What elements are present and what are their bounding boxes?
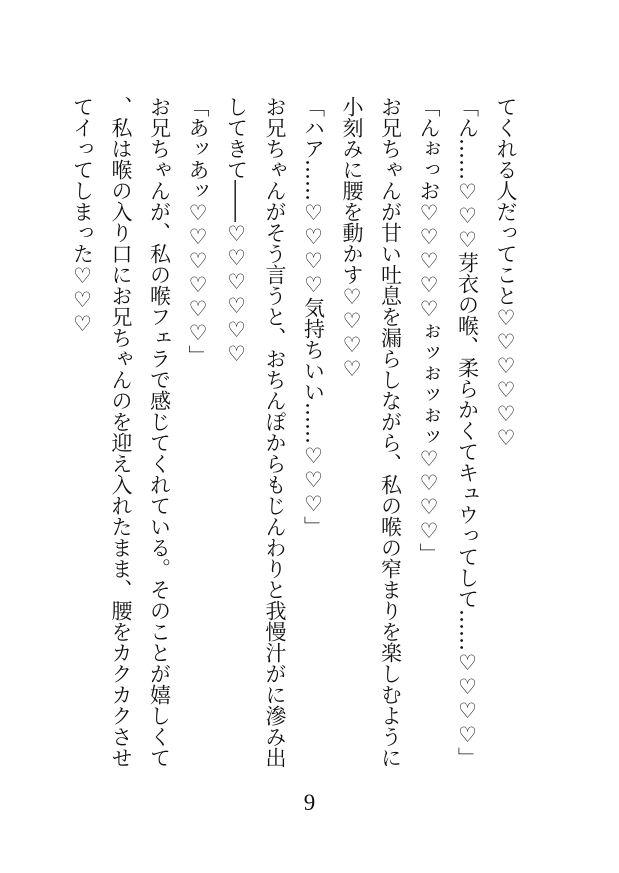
vertical-text-body [63, 96, 525, 786]
paragraph: てくれる人だってこと♡♡♡♡♡♡ [494, 96, 518, 450]
paragraph: 「んぉっお♡♡♡♡♡ぉッぉッぉッ♡♡♡♡」 [417, 96, 441, 564]
paragraph: 「ん……♡♡♡芽衣の喉、柔らかくてキュウってして……♡♡♡♡」 [455, 96, 480, 768]
paragraph: お兄ちゃんがそう言うと、おちんぽからもじんわりと我慢汁がに滲み出してきて――♡♡♡♡♡♡ [224, 96, 287, 768]
paragraph: 「あッあッ♡♡♡♡♡♡」 [186, 96, 210, 366]
paragraph: 「ハア……♡♡♡♡気持ちいい……♡♡♡」 [301, 96, 326, 537]
page-number: 9 [303, 790, 316, 815]
paragraph: お兄ちゃんが、私の喉フェラで感じてくれている。そのことが嬉しくて、私は喉の入り口にお兄ちゃんのを迎え入れたまま、腰をカクカクさせてイってしまった♡♡♡ [70, 96, 172, 768]
paragraph: お兄ちゃんが甘い吐息を漏らしながら、私の喉の窄まりを楽しむように小刻みに腰を動かす♡♡♡♡ [340, 96, 403, 768]
